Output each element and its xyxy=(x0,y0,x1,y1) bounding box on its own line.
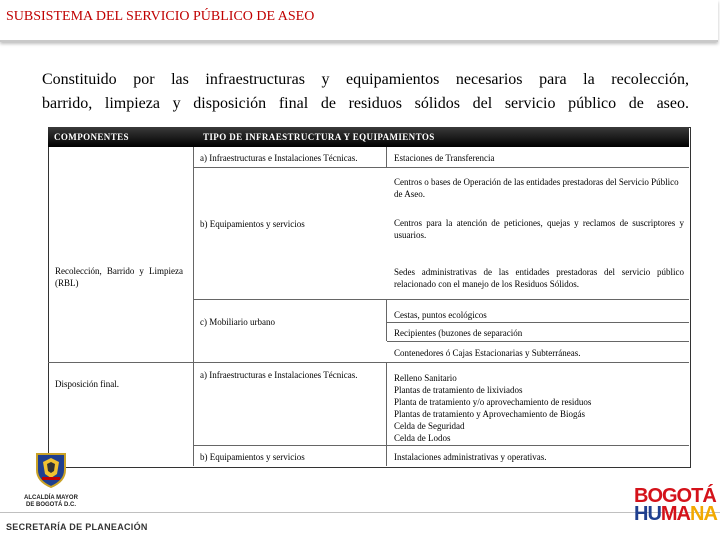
table-divider xyxy=(386,322,689,323)
list-item: Plantas de tratamiento y Aprovechamiento de Biogás xyxy=(394,409,585,419)
footer-label: SECRETARÍA DE PLANEACIÓN xyxy=(6,522,148,532)
bogota-humana-logo xyxy=(634,487,717,523)
table-divider xyxy=(386,299,387,341)
rbl-furniture-item-1: Cestas, puntos ecológicos xyxy=(394,310,487,320)
disposal-equip-item: Instalaciones administrativas y operativas. xyxy=(394,452,547,462)
bogota-coat-of-arms-icon xyxy=(34,452,68,488)
table-header-components: COMPONENTES xyxy=(48,127,193,147)
component-final-disposal: Disposición final. xyxy=(55,379,119,389)
list-item: Plantas de tratamiento de lixiviados xyxy=(394,385,523,395)
rbl-furniture-item-2: Recipientes (buzones de separación xyxy=(394,328,523,338)
alcaldia-logo xyxy=(18,452,84,509)
rbl-furniture-item-3: Contenedores ó Cajas Estacionarias y Subterráneas. xyxy=(394,348,581,358)
slide-title: SUBSISTEMA DEL SERVICIO PÚBLICO DE ASEO xyxy=(6,9,315,24)
list-item: Relleno Sanitario xyxy=(394,373,457,383)
list-item: Celda de Seguridad xyxy=(394,421,465,431)
intro-line-1: Constituido por las infraestructuras y equipamientos necesarios para la recolección, xyxy=(42,71,689,88)
table-divider xyxy=(386,147,387,167)
table-divider xyxy=(386,299,689,300)
rbl-equip-item-3: Sedes administrativas de las entidades prestadoras del servicio público relacionado con el manejo de los Residuos Sólidos. xyxy=(394,267,684,289)
list-item: Celda de Lodos xyxy=(394,433,451,443)
rbl-equip-type: b) Equipamientos y servicios xyxy=(200,219,305,229)
table-divider xyxy=(387,341,689,342)
table-divider xyxy=(193,445,689,446)
list-item: Planta de tratamiento y/o aprovechamiento de residuos xyxy=(394,397,592,407)
table-divider xyxy=(48,362,689,363)
disposal-equip-type: b) Equipamientos y servicios xyxy=(200,452,305,462)
component-rbl: Recolección, Barrido y Limpieza (RBL) xyxy=(55,266,183,288)
table-divider xyxy=(193,147,194,466)
logo-word-bogota: BOGOTÁ xyxy=(634,485,716,507)
table-divider xyxy=(193,299,387,300)
logo-word-humana: HUMANA xyxy=(634,503,717,525)
alcaldia-logo-text: ALCALDÍA MAYOR DE BOGOTÁ D.C. xyxy=(24,495,78,508)
footer-divider xyxy=(0,512,720,513)
slide-header xyxy=(0,0,718,42)
table-divider xyxy=(386,362,387,466)
rbl-infra-item: Estaciones de Transferencia xyxy=(394,153,495,163)
rbl-infra-type: a) Infraestructuras e Instalaciones Técnicas. xyxy=(200,153,358,163)
rbl-equip-item-1: Centros o bases de Operación de las entidades prestadoras del Servicio Público de Aseo. xyxy=(394,177,679,199)
disposal-infra-items xyxy=(394,372,684,444)
table-divider xyxy=(193,167,689,168)
intro-paragraph xyxy=(42,68,689,116)
rbl-furniture-type: c) Mobiliario urbano xyxy=(200,317,275,327)
rbl-equip-item-2: Centros para la atención de peticiones, quejas y reclamos de suscriptores y usuarios. xyxy=(394,218,684,240)
table-header-types: TIPO DE INFRAESTRUCTURA Y EQUIPAMIENTOS xyxy=(193,127,689,147)
intro-line-2: barrido, limpieza y disposición final de residuos sólidos del servicio público de aseo. xyxy=(42,95,689,112)
disposal-infra-type: a) Infraestructuras e Instalaciones Técnicas. xyxy=(200,370,358,380)
